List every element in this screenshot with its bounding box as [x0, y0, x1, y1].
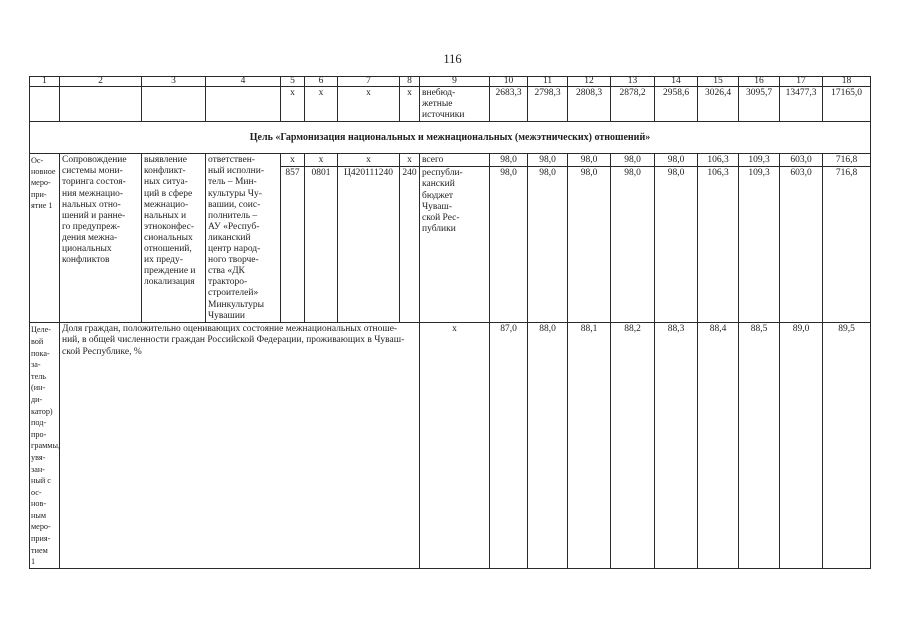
column-number: 12 — [568, 77, 611, 87]
column-number: 10 — [490, 77, 528, 87]
column-number: 18 — [823, 77, 871, 87]
value-cell: 603,0 — [780, 167, 823, 323]
column-number: 17 — [780, 77, 823, 87]
page-number: 116 — [443, 52, 462, 66]
blank-cell — [142, 87, 206, 122]
code-cell: x — [400, 87, 420, 122]
column-number: 1 — [30, 77, 60, 87]
value-cell: 17165,0 — [823, 87, 871, 122]
value-cell: 89,0 — [780, 323, 823, 569]
code-cell: x — [305, 154, 338, 167]
value-cell: 13477,3 — [780, 87, 823, 122]
value-cell: 603,0 — [780, 154, 823, 167]
activity-tasks-cell: выявление конфликт- ных ситуа- ций в сфере межнацио- нальных и этноконфес- сиональных отношений, их преду- преждение и локализация — [142, 154, 206, 323]
value-cell: 98,0 — [568, 167, 611, 323]
code-cell: x — [338, 87, 400, 122]
indicator-row — [30, 323, 871, 569]
value-cell: 2808,3 — [568, 87, 611, 122]
indicator-text-cell: Доля граждан, положительно оценивающих состояние межнациональных отноше- ний, в общей численности граждан Российской Федерации, проживающих в Чуваш- ской Республике, % — [60, 323, 420, 569]
value-cell: 98,0 — [611, 154, 655, 167]
activity-name-cell: Сопровождение системы мони- торинга состоя- ния межнацио- нальных отно- шений и ранне- го предупреж- дения межна- циональных конфликтов — [60, 154, 142, 323]
funding-source-cell: всего — [420, 154, 490, 167]
blank-cell — [206, 87, 281, 122]
value-cell: 109,3 — [739, 154, 780, 167]
blank-cell — [60, 87, 142, 122]
value-cell: 2878,2 — [611, 87, 655, 122]
value-cell: 106,3 — [698, 167, 739, 323]
indicator-kind-cell: Целе- вой пока- за- тель (ин- ди- катор) под- про- граммы, увя- зан- ный с ос- нов- ным меро- прия- тием 1 — [30, 323, 60, 569]
code-cell: 240 — [400, 167, 420, 323]
column-number: 8 — [400, 77, 420, 87]
column-number: 11 — [528, 77, 568, 87]
program-budget-table — [29, 76, 871, 569]
column-number: 4 — [206, 77, 281, 87]
value-cell: 2958,6 — [655, 87, 698, 122]
column-number: 16 — [739, 77, 780, 87]
value-cell: 3026,4 — [698, 87, 739, 122]
value-cell: 109,3 — [739, 167, 780, 323]
blank-cell — [30, 87, 60, 122]
code-cell: 0801 — [305, 167, 338, 323]
activity-total-row — [30, 154, 871, 167]
value-cell: 88,2 — [611, 323, 655, 569]
value-cell: 89,5 — [823, 323, 871, 569]
indicator-code-cell: x — [420, 323, 490, 569]
column-number: 7 — [338, 77, 400, 87]
funding-source-cell: республи- канский бюджет Чуваш- ской Рес- публики — [420, 167, 490, 323]
code-cell: x — [338, 154, 400, 167]
activity-executors-cell: ответствен- ный исполни- тель – Мин- культуры Чу- вашии, соис- полнитель – АУ «Респуб- ликанский центр народ- ного творче- ства «ДК тракторо- строителей» Минкультуры Чувашии — [206, 154, 281, 323]
value-cell: 88,5 — [739, 323, 780, 569]
code-cell: 857 — [281, 167, 305, 323]
continuation-row — [30, 87, 871, 122]
value-cell: 98,0 — [655, 167, 698, 323]
value-cell: 98,0 — [528, 167, 568, 323]
column-number-row — [30, 77, 871, 87]
value-cell: 87,0 — [490, 323, 528, 569]
goal-title: Цель «Гармонизация национальных и межнациональных (межэтнических) отношений» — [30, 122, 871, 154]
goal-row — [30, 122, 871, 154]
column-number: 5 — [281, 77, 305, 87]
code-cell: x — [400, 154, 420, 167]
code-cell: x — [281, 87, 305, 122]
value-cell: 98,0 — [611, 167, 655, 323]
column-number: 6 — [305, 77, 338, 87]
value-cell: 98,0 — [655, 154, 698, 167]
value-cell: 88,0 — [528, 323, 568, 569]
code-cell: Ц420111240 — [338, 167, 400, 323]
column-number: 15 — [698, 77, 739, 87]
funding-source-cell: внебюд- жетные источники — [420, 87, 490, 122]
code-cell: x — [281, 154, 305, 167]
value-cell: 88,4 — [698, 323, 739, 569]
value-cell: 98,0 — [568, 154, 611, 167]
column-number: 9 — [420, 77, 490, 87]
column-number: 14 — [655, 77, 698, 87]
value-cell: 98,0 — [528, 154, 568, 167]
value-cell: 2798,3 — [528, 87, 568, 122]
value-cell: 3095,7 — [739, 87, 780, 122]
value-cell: 106,3 — [698, 154, 739, 167]
column-number: 3 — [142, 77, 206, 87]
activity-kind-cell: Ос- новное меро- при- ятие 1 — [30, 154, 60, 323]
value-cell: 88,3 — [655, 323, 698, 569]
value-cell: 88,1 — [568, 323, 611, 569]
column-number: 2 — [60, 77, 142, 87]
value-cell: 716,8 — [823, 167, 871, 323]
column-number: 13 — [611, 77, 655, 87]
code-cell: x — [305, 87, 338, 122]
value-cell: 98,0 — [490, 167, 528, 323]
value-cell: 98,0 — [490, 154, 528, 167]
value-cell: 2683,3 — [490, 87, 528, 122]
value-cell: 716,8 — [823, 154, 871, 167]
